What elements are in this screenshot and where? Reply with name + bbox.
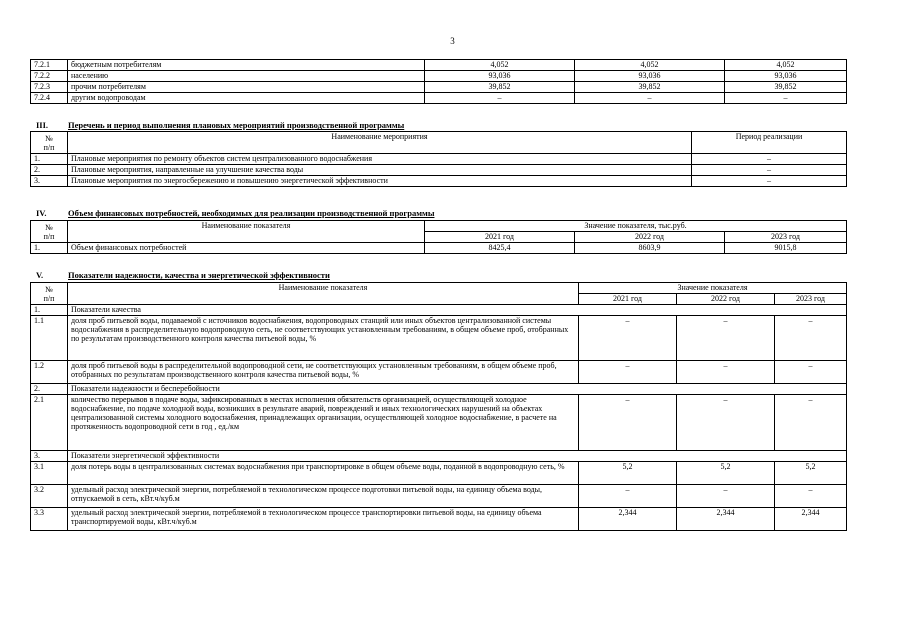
value-cell: 5,2 xyxy=(579,462,677,485)
table-row xyxy=(31,165,847,176)
value-cell: – xyxy=(775,485,847,508)
row-number: 3. xyxy=(31,451,68,462)
value-cell: – xyxy=(775,361,847,384)
col-header-name: Наименование мероприятия xyxy=(68,132,692,154)
col-header-value: Значение показателя, тыс.руб. xyxy=(425,221,847,232)
value-cell: – xyxy=(775,316,847,361)
value-cell: 9015,8 xyxy=(725,243,847,254)
table-row xyxy=(31,82,847,93)
table-row xyxy=(31,154,847,165)
col-header-num: № п/п xyxy=(31,132,68,154)
row-number: 7.2.1 xyxy=(31,60,68,71)
year-header: 2023 год xyxy=(775,294,847,305)
year-header: 2021 год xyxy=(425,232,575,243)
value-cell: 2,344 xyxy=(677,508,775,531)
value-cell: 4,052 xyxy=(425,60,575,71)
value-cell: – xyxy=(579,361,677,384)
col-header-num: № п/п xyxy=(31,221,68,243)
table-header xyxy=(31,132,847,154)
value-cell: – xyxy=(425,93,575,104)
row-number: 1. xyxy=(31,154,68,165)
table-row xyxy=(31,361,847,384)
row-name: доля потерь воды в централизованных системах водоснабжения при транспортировке в общем объеме воды, поданной в водопроводную сеть, % xyxy=(68,462,579,485)
group-row xyxy=(31,305,847,316)
period-cell: – xyxy=(692,165,847,176)
value-cell: 39,852 xyxy=(425,82,575,93)
value-cell: 93,036 xyxy=(425,71,575,82)
table-row xyxy=(31,316,847,361)
value-cell: 5,2 xyxy=(677,462,775,485)
group-name: Показатели качества xyxy=(68,305,847,316)
group-row xyxy=(31,451,847,462)
row-name: Объем финансовых потребностей xyxy=(68,243,425,254)
row-number: 7.2.4 xyxy=(31,93,68,104)
row-name: прочим потребителям xyxy=(68,82,425,93)
value-cell: 8425,4 xyxy=(425,243,575,254)
value-cell: – xyxy=(775,395,847,451)
row-name: Плановые мероприятия, направленные на улучшение качества воды xyxy=(68,165,692,176)
group-name: Показатели надежности и бесперебойности xyxy=(68,384,847,395)
row-number: 1.2 xyxy=(31,361,68,384)
row-number: 7.2.2 xyxy=(31,71,68,82)
value-cell: 93,036 xyxy=(575,71,725,82)
row-name: доля проб питьевой воды в распределительной водопроводной сети, не соответствующих установленным требованиям, в общем объеме проб, отобранных по результатам производственного контроля качества питьевой воды, % xyxy=(68,361,579,384)
row-number: 3.1 xyxy=(31,462,68,485)
table-header xyxy=(31,221,847,232)
value-cell: 8603,9 xyxy=(575,243,725,254)
row-name: другим водопроводам xyxy=(68,93,425,104)
col-header-period: Период реализации xyxy=(692,132,847,154)
value-cell: – xyxy=(579,316,677,361)
row-name: доля проб питьевой воды, подаваемой с источников водоснабжения, водопроводных станций или иных объектов централизованной системы водоснабжения в распределительную водопроводную сеть, не соответствующих установленным требованиям, в общем объеме проб, отобранных по результатам производственного контроля качества питьевой воды, % xyxy=(68,316,579,361)
value-cell: 93,036 xyxy=(725,71,847,82)
value-cell: – xyxy=(677,361,775,384)
row-number: 7.2.3 xyxy=(31,82,68,93)
table-row xyxy=(31,71,847,82)
row-number: 1. xyxy=(31,305,68,316)
row-name: удельный расход электрической энергии, потребляемой в технологическом процессе подготовки питьевой воды, на единицу объема воды, отпускаемой в сеть, кВт.ч/куб.м xyxy=(68,485,579,508)
value-cell: – xyxy=(579,485,677,508)
group-row xyxy=(31,384,847,395)
row-number: 2. xyxy=(31,384,68,395)
value-cell: – xyxy=(677,316,775,361)
value-cell: – xyxy=(677,395,775,451)
table-row xyxy=(31,243,847,254)
table-row xyxy=(31,60,847,71)
table-header xyxy=(31,283,847,294)
col-header-num: № п/п xyxy=(31,283,68,305)
row-name: населению xyxy=(68,71,425,82)
section-5-title: V. Показатели надежности, качества и энергетической эффективности xyxy=(36,270,330,280)
table-row xyxy=(31,93,847,104)
row-number: 2.1 xyxy=(31,395,68,451)
year-header: 2021 год xyxy=(579,294,677,305)
row-number: 1. xyxy=(31,243,68,254)
section-4-title: IV. Объем финансовых потребностей, необходимых для реализации производственной программы xyxy=(36,208,435,218)
row-name: удельный расход электрической энергии, потребляемой в технологическом процессе транспортировки питьевой воды, на единицу объема транспортируемой воды, кВт.ч/куб.м xyxy=(68,508,579,531)
value-cell: 2,344 xyxy=(579,508,677,531)
value-cell: 39,852 xyxy=(725,82,847,93)
value-cell: 39,852 xyxy=(575,82,725,93)
row-number: 2. xyxy=(31,165,68,176)
period-cell: – xyxy=(692,154,847,165)
value-cell: – xyxy=(579,395,677,451)
row-name: бюджетным потребителям xyxy=(68,60,425,71)
table-section-5 xyxy=(30,282,847,531)
table-row xyxy=(31,508,847,531)
value-cell: 4,052 xyxy=(575,60,725,71)
table-section-3 xyxy=(30,131,847,187)
year-header: 2022 год xyxy=(575,232,725,243)
row-number: 3.3 xyxy=(31,508,68,531)
row-name: Плановые мероприятия по ремонту объектов систем централизованного водоснабжения xyxy=(68,154,692,165)
row-number: 3.2 xyxy=(31,485,68,508)
row-number: 1.1 xyxy=(31,316,68,361)
section-3-title: III. Перечень и период выполнения плановых мероприятий производственной программы xyxy=(36,120,405,130)
group-name: Показатели энергетической эффективности xyxy=(68,451,847,462)
year-header: 2023 год xyxy=(725,232,847,243)
table-row xyxy=(31,395,847,451)
value-cell: – xyxy=(575,93,725,104)
col-header-name: Наименование показателя xyxy=(68,283,579,305)
row-number: 3. xyxy=(31,176,68,187)
year-header: 2022 год xyxy=(677,294,775,305)
table-row xyxy=(31,462,847,485)
table-7-2 xyxy=(30,59,847,104)
value-cell: – xyxy=(677,485,775,508)
value-cell: 2,344 xyxy=(775,508,847,531)
col-header-value: Значение показателя xyxy=(579,283,847,294)
table-section-4 xyxy=(30,220,847,254)
table-row xyxy=(31,176,847,187)
row-name: количество перерывов в подаче воды, зафиксированных в местах исполнения обязательств организацией, осуществляющей холодное водоснабжение, по подаче холодной воды, возникших в результате аварий, повреждений и иных технологических нарушений на объектах централизованной системы холодного водоснабжения, принадлежащих организации, осуществляющей холодное водоснабжение, в расчете на протяженность водопроводной сети в год , ед./км xyxy=(68,395,579,451)
page-number: 3 xyxy=(450,36,455,46)
table-row xyxy=(31,485,847,508)
period-cell: – xyxy=(692,176,847,187)
value-cell: 4,052 xyxy=(725,60,847,71)
col-header-name: Наименование показателя xyxy=(68,221,425,243)
value-cell: – xyxy=(725,93,847,104)
row-name: Плановые мероприятия по энергосбережению и повышению энергетической эффективности xyxy=(68,176,692,187)
value-cell: 5,2 xyxy=(775,462,847,485)
